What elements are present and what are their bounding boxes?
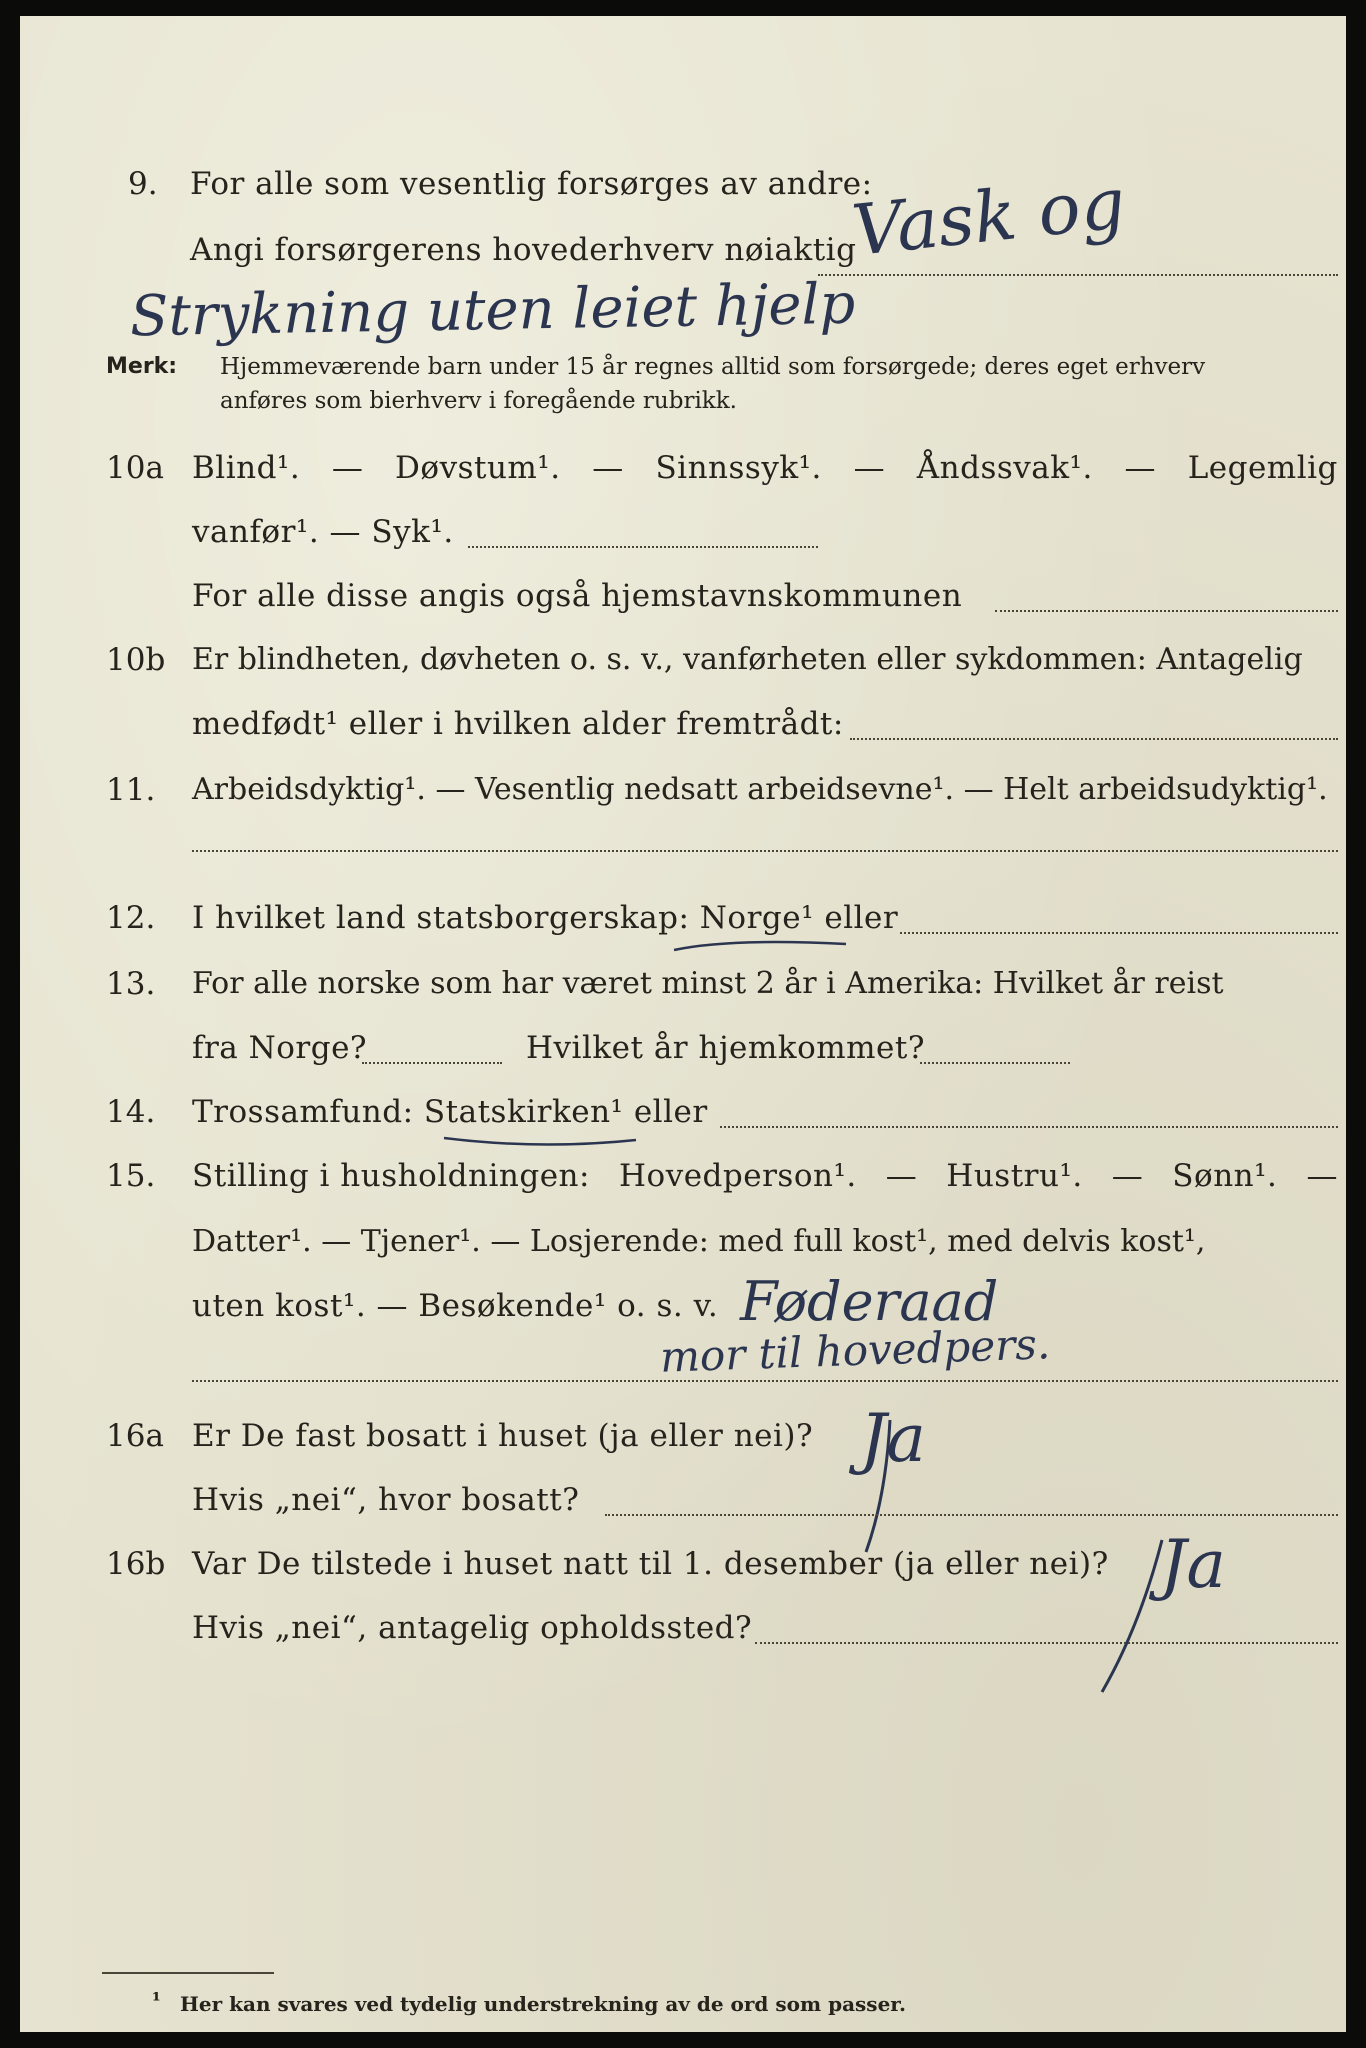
census-form-sheet: [20, 16, 1346, 2032]
q15-stilling: Stilling i husholdningen:: [192, 1158, 590, 1194]
q11-answer-line: [192, 850, 1338, 852]
q12-number: 12.: [106, 900, 156, 936]
q15-number: 15.: [106, 1158, 156, 1194]
q15-hovedperson: Hovedperson¹.: [619, 1158, 857, 1194]
footnote-rule: [102, 1972, 274, 1974]
footnote-mark: ¹: [152, 1988, 161, 2012]
q16a-answer-line: [605, 1514, 1338, 1516]
q16a-line2: Hvis „nei“, hvor bosatt?: [192, 1482, 580, 1518]
merk-line1: Hjemmeværende barn under 15 år regnes alltid som forsørgede; deres eget erhverv: [220, 354, 1206, 380]
q16b-answer-line: [755, 1642, 1338, 1644]
q11-number: 11.: [106, 772, 156, 808]
q10a-dash: —: [592, 450, 624, 486]
q10a-answer-line: [468, 546, 818, 548]
q10a-number: 10a: [106, 450, 164, 486]
merk-label: Merk:: [106, 354, 178, 379]
q14-number: 14.: [106, 1094, 156, 1130]
q15-handwriting-2: mor til hovedpers.: [659, 1319, 1051, 1382]
q16b-line2: Hvis „nei“, antagelig opholdssted?: [192, 1610, 753, 1646]
q10a-blind: Blind¹.: [192, 450, 301, 486]
q10b-answer-line: [850, 738, 1338, 740]
q15-dash: —: [1306, 1158, 1338, 1194]
q12-line1: I hvilket land statsborgerskap: Norge¹ eller: [192, 900, 899, 936]
q10a-hjemstavn-line: [995, 610, 1338, 612]
q9-answer-line: [818, 274, 1338, 276]
q10a-andssvak: Åndssvak¹.: [916, 450, 1093, 486]
q10b-line2: medfødt¹ eller i hvilken alder fremtrådt:: [192, 706, 844, 742]
q15-line1: [192, 1158, 1338, 1194]
q15-line2: Datter¹. — Tjener¹. — Losjerende: med full kost¹, med delvis kost¹,: [192, 1224, 1206, 1259]
q15-dash: —: [1111, 1158, 1144, 1194]
q15-dash: —: [885, 1158, 918, 1194]
q12-norge-underline: [670, 916, 850, 956]
q9-line1: For alle som vesentlig forsørges av andre:: [190, 166, 873, 202]
q15-sonn: Sønn¹.: [1172, 1158, 1278, 1194]
q10b-number: 10b: [106, 642, 166, 678]
q15-line3: uten kost¹. — Besøkende¹ o. s. v.: [192, 1288, 719, 1324]
q9-handwriting-1: Vask og: [848, 161, 1129, 273]
q10a-sinnssyk: Sinnssyk¹.: [655, 450, 822, 486]
q10a-legemlig: Legemlig: [1187, 450, 1338, 486]
q15-hustru: Hustru¹.: [946, 1158, 1083, 1194]
merk-line2: anføres som bierhverv i foregående rubrikk.: [220, 388, 737, 414]
q13-reist-line: [362, 1062, 502, 1064]
q12-answer-line: [900, 932, 1338, 934]
q9-line2: Angi forsørgerens hovederhverv nøiaktig: [190, 232, 857, 268]
q13-hjemkommet-line: [920, 1062, 1070, 1064]
q13-line2a: fra Norge?: [192, 1030, 368, 1066]
q15-answer-line: [192, 1380, 1338, 1382]
q14-statskirken-underline: [440, 1112, 640, 1152]
q16b-ja-stroke: [1090, 1536, 1170, 1696]
q16a-line1: Er De fast bosatt i huset (ja eller nei)?: [192, 1418, 814, 1454]
q11-line1: Arbeidsdyktig¹. — Vesentlig nedsatt arbeidsevne¹. — Helt arbeidsudyktig¹.: [192, 772, 1328, 807]
q16b-line1: Var De tilstede i huset natt til 1. desember (ja eller nei)?: [192, 1546, 1109, 1582]
q16a-ja-stroke: [860, 1416, 900, 1556]
q10b-line1: Er blindheten, døvheten o. s. v., vanførheten eller sykdommen: Antagelig: [192, 642, 1303, 677]
q15-handwriting-1: Føderaad: [740, 1270, 999, 1333]
q16a-number: 16a: [106, 1418, 164, 1454]
q14-line1: Trossamfund: Statskirken¹ eller: [192, 1094, 708, 1130]
q13-line2b: Hvilket år hjemkommet?: [526, 1030, 925, 1066]
q16b-handwriting: Ja: [1160, 1526, 1226, 1603]
q10a-line3: For alle disse angis også hjemstavnskommunen: [192, 578, 963, 614]
q10a-dovstum: Døvstum¹.: [395, 450, 561, 486]
q10a-dash: —: [853, 450, 886, 486]
q10a-line1: [192, 450, 1338, 486]
footnote-text: Her kan svares ved tydelig understrekning av de ord som passer.: [180, 1992, 906, 2016]
q16b-number: 16b: [106, 1546, 166, 1582]
q14-answer-line: [720, 1126, 1338, 1128]
q13-line1: For alle norske som har været minst 2 år i Amerika: Hvilket år reist: [192, 966, 1224, 1001]
q9-number: 9.: [128, 166, 158, 202]
q10a-line2: vanfør¹. — Syk¹.: [192, 514, 454, 550]
q10a-dash: —: [331, 450, 364, 486]
q13-number: 13.: [106, 966, 156, 1002]
q10a-dash: —: [1124, 450, 1157, 486]
q16a-handwriting: Ja: [860, 1400, 926, 1477]
q9-handwriting-2: Strykning uten leiet hjelp: [129, 271, 856, 350]
